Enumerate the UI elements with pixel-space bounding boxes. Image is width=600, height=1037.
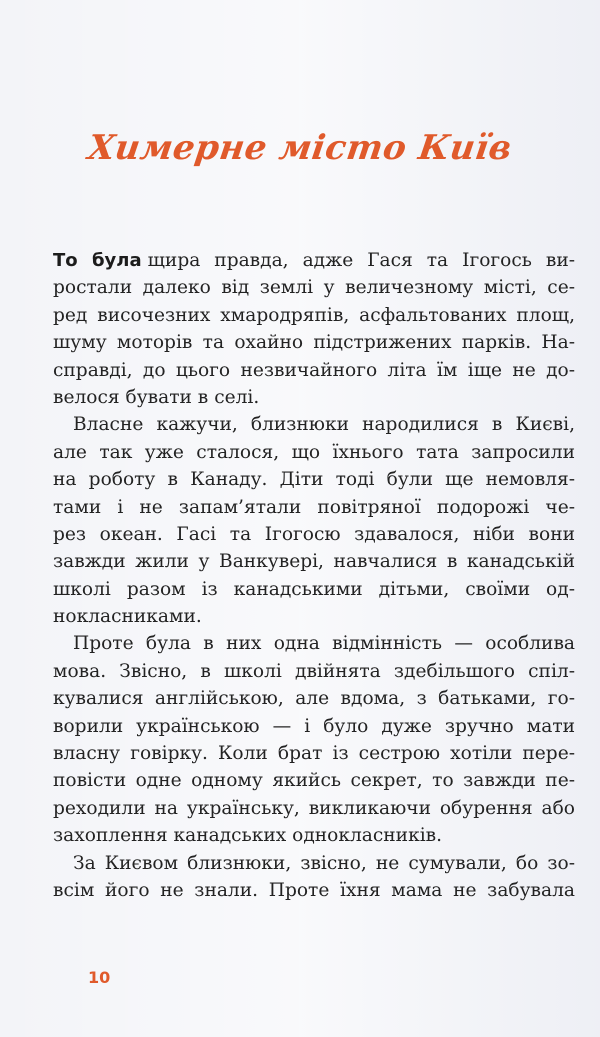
text-line: але так уже сталося, що їхнього тата запросили [53,441,575,463]
text-line: нокласниками. [53,606,202,628]
text-line: мова. Звісно, в школі двійнята здебільшого спіл- [53,660,575,682]
text-line: захоплення канадських однокласників. [53,825,443,847]
paragraph-2 [53,411,575,630]
chapter-title: Химерне місто Київ [85,128,515,168]
text-line: кувалися англійською, але вдома, з батьками, го- [53,688,575,710]
text-line: ворили українською — і було дуже зручно мати [53,715,575,737]
text-line: За Києвом близнюки, звісно, не сумували, бо зо- [73,852,575,874]
body-text [53,247,575,904]
text-line: завжди жили у Ванкувері, навчалися в канадській [53,551,575,573]
text-line: Власне кажучи, близнюки народилися в Києві, [73,414,575,436]
text-line: велося бувати в селі. [53,386,260,408]
text-line: на роботу в Канаду. Діти тоді були ще немовля- [53,469,575,491]
text-line: То була щира правда, адже Гася та Ігогось ви- [53,250,576,271]
text-line: повісти одне одному якийсь секрет, то завжди пе- [53,770,575,792]
paragraph-1 [53,247,575,411]
text-line: шуму моторів та охайно підстрижених парків. На- [53,332,575,354]
lead-in-bold: То була [53,250,142,271]
text-line: тами і не запам’ятали повітряної подорожі че- [53,496,575,518]
paragraph-4 [53,850,575,905]
text-line: власну говірку. Коли брат із сестрою хотіли пере- [53,743,575,765]
text-line: рез океан. Гасі та Ігогосю здавалося, ніби вони [53,523,575,545]
text-line: реходили на українську, викликаючи обурення або [53,797,575,819]
text-line: Проте була в них одна відмінність — особлива [73,633,575,655]
paragraph-3 [53,630,575,849]
text-line: школі разом із канадськими дітьми, своїми од- [53,578,575,600]
text-line: справді, до цього незвичайного літа їм іще не до- [53,359,575,381]
text-line: ред височезних хмародряпів, асфальтованих площ, [53,304,575,326]
text-line: всім його не знали. Проте їхня мама не забувала [53,879,575,901]
text-line: ростали далеко від землі у величезному місті, се- [53,277,575,299]
page-number: 10 [88,968,111,987]
